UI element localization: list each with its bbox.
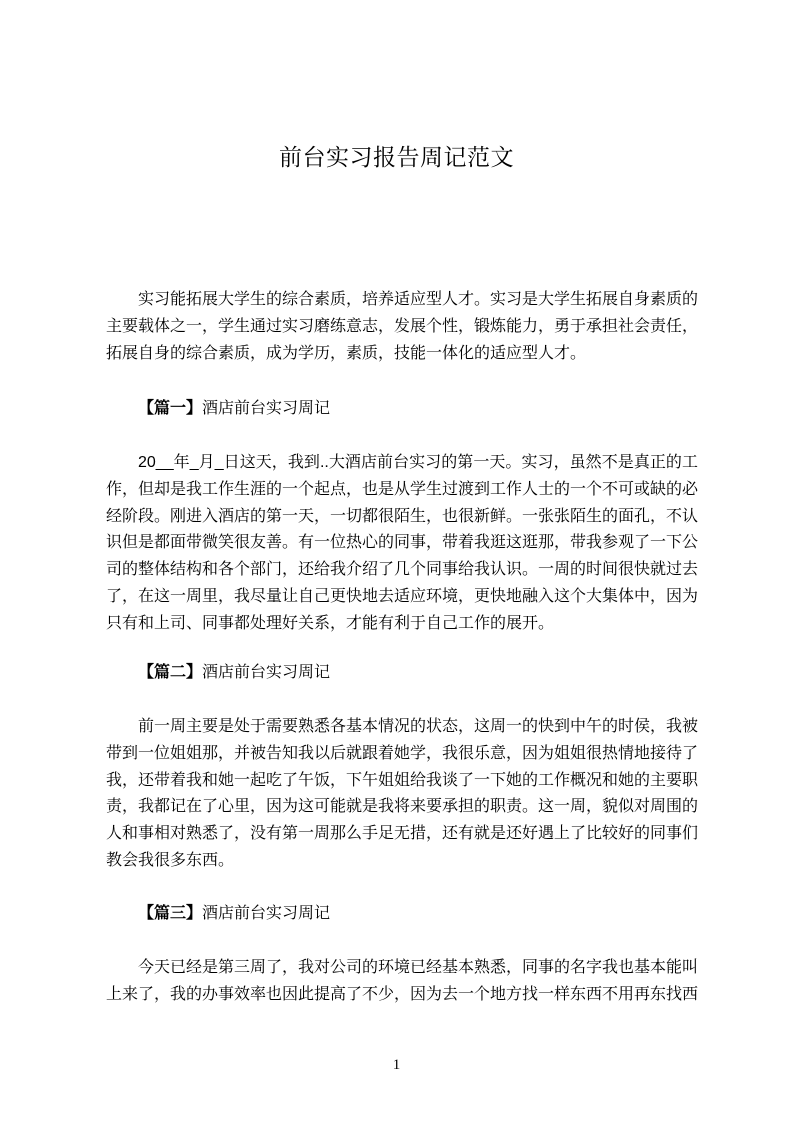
paragraph-line: 作，但却是我工作生涯的一个起点，也是从学生过渡到工作人士的一个不可或缺的必 [106, 480, 698, 498]
intro-paragraph [106, 287, 698, 367]
paragraph-line: 了，在这一周里，我尽量让自己更快地去适应环境，更快地融入这个大集体中，因为 [106, 587, 698, 605]
paragraph-line: 只有和上司、同事都处理好关系，才能有利于自己工作的展开。 [106, 614, 555, 632]
paragraph-line: 主要载体之一，学生通过实习磨练意志，发展个性，锻炼能力，勇于承担社会责任， [106, 317, 698, 335]
paragraph-line: 责，我都记在了心里，因为这可能就是我将来要承担的职责。这一周，貌似对周围的 [106, 798, 698, 816]
section-heading-2 [106, 660, 698, 687]
paragraph-line: 识但是都面带微笑很友善。有一位热心的同事，带着我逛这逛那，带我参观了一下公 [106, 534, 698, 552]
section-tag: 【篇一】 [138, 400, 203, 417]
section-tag: 【篇三】 [138, 905, 203, 922]
paragraph-line: 我，还带着我和她一起吃了午饭，下午姐姐给我谈了一下她的工作概况和她的主要职 [106, 771, 698, 789]
section-heading-1 [106, 396, 698, 423]
section-paragraph-1 [106, 450, 698, 638]
paragraph-line: 教会我很多东西。 [106, 851, 235, 869]
paragraph-line: 20__年_月_日这天，我到..大酒店前台实习的第一天。实习，虽然不是真正的工 [138, 454, 698, 471]
paragraph-line: 实习能拓展大学生的综合素质，培养适应型人才。实习是大学生拓展自身素质的 [138, 291, 698, 308]
section-heading-3 [106, 901, 698, 928]
paragraph-line: 上来了，我的办事效率也因此提高了不少，因为去一个地方找一样东西不用再东找西 [106, 985, 698, 1003]
paragraph-line: 带到一位姐姐那，并被告知我以后就跟着她学，我很乐意，因为姐姐很热情地接待了 [106, 744, 698, 762]
section-heading-text: 酒店前台实习周记 [202, 400, 331, 417]
paragraph-line: 今天已经是第三周了，我对公司的环境已经基本熟悉，同事的名字我也基本能叫 [138, 959, 698, 976]
section-paragraph-3 [106, 955, 698, 1009]
paragraph-line: 人和事相对熟悉了，没有第一周那么手足无措，还有就是还好遇上了比较好的同事们 [106, 825, 698, 843]
page-number: 1 [392, 1057, 401, 1073]
paragraph-line: 拓展自身的综合素质，成为学历，素质，技能一体化的适应型人才。 [106, 344, 587, 362]
section-tag: 【篇二】 [138, 664, 203, 681]
section-heading-text: 酒店前台实习周记 [202, 664, 331, 681]
section-heading-text: 酒店前台实习周记 [202, 905, 331, 922]
paragraph-line: 前一周主要是处于需要熟悉各基本情况的状态，这周一的快到中午的时侯，我被 [138, 718, 698, 735]
paragraph-line: 经阶段。刚进入酒店的第一天，一切都很陌生，也很新鲜。一张张陌生的面孔，不认 [106, 507, 698, 525]
document-title: 前台实习报告周记范文 [279, 144, 514, 170]
paragraph-line: 司的整体结构和各个部门，还给我介绍了几个同事给我认识。一周的时间很快就过去 [106, 561, 698, 579]
section-paragraph-2 [106, 714, 698, 875]
